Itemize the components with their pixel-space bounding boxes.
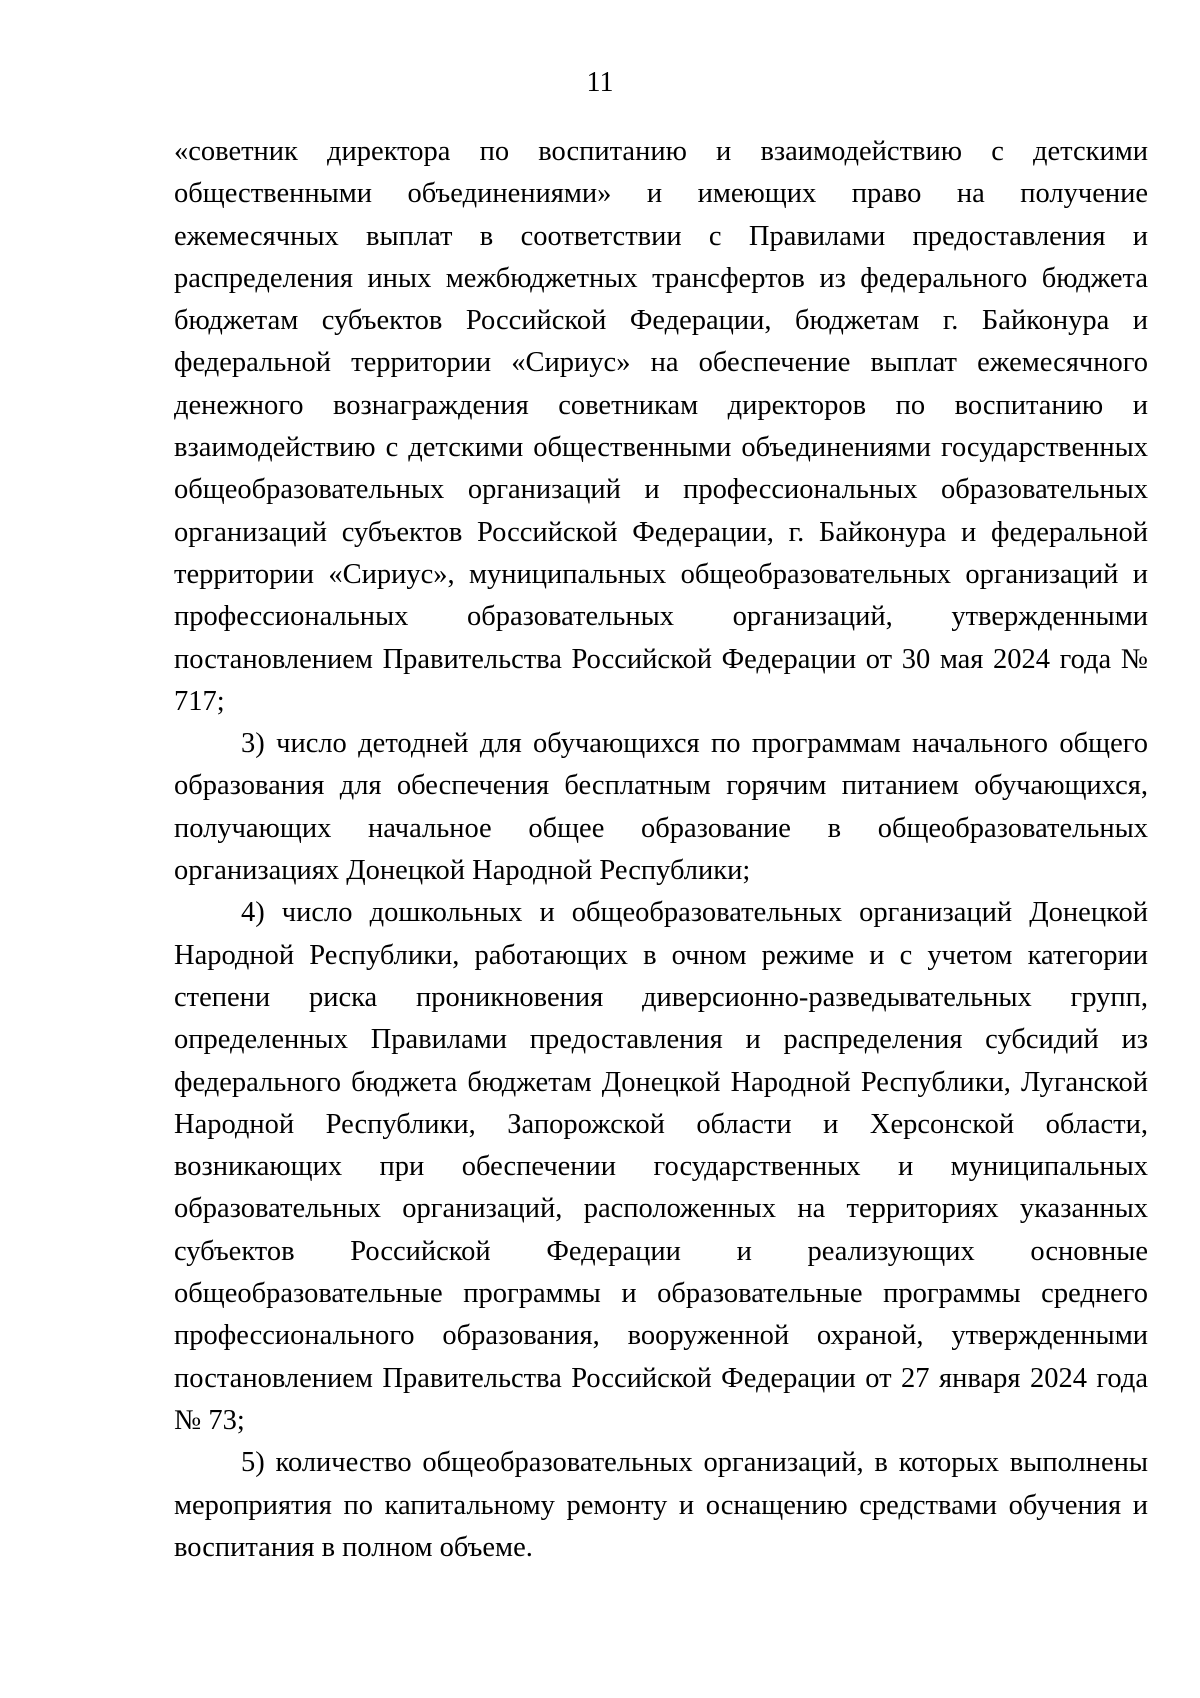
paragraph-item-5: 5) количество общеобразовательных организаций, в которых выполнены мероприятия по капитальному ремонту и оснащению средствами обучения и воспитания в полном объеме. <box>174 1447 1148 1563</box>
paragraph-item-4: 4) число дошкольных и общеобразовательных организаций Донецкой Народной Республики, работающих в очном режиме и с учетом категории степени риска проникновения диверсионно-разведывательных групп, определенных Правилами предоставления и распределения субсидий из федерального бюджета бюджетам Донецкой Народной Республики, Луганской Народной Республики, Запорожской области и Херсонской области, возникающих при обеспечении государственных и муниципальных образовательных организаций, расположенных на территориях указанных субъектов Российской Федерации и реализующих основные общеобразовательные программы и образовательные программы среднего профессионального образования, вооруженной охраной, утвержденными постановлением Правительства Российской Федерации от 27 января 2024 года № 73; <box>174 897 1148 1436</box>
page-number: 11 <box>586 67 614 98</box>
document-body <box>174 131 1148 1569</box>
paragraph-item-3: 3) число детодней для обучающихся по программам начального общего образования для обеспечения бесплатным горячим питанием обучающихся, получающих начальное общее образование в общеобразовательных организациях Донецкой Народной Республики; <box>174 728 1148 887</box>
paragraph-continuation: «советник директора по воспитанию и взаимодействию с детскими общественными объединениями» и имеющих право на получение ежемесячных выплат в соответствии с Правилами предоставления и распределения иных межбюджетных трансфертов из федерального бюджета бюджетам субъектов Российской Федерации, бюджетам г. Байконура и федеральной территории «Сириус» на обеспечение выплат ежемесячного денежного вознаграждения советникам директоров по воспитанию и взаимодействию с детскими общественными объединениями государственных общеобразовательных организаций и профессиональных образовательных организаций субъектов Российской Федерации, г. Байконура и федеральной территории «Сириус», муниципальных общеобразовательных организаций и профессиональных образовательных организаций, утвержденными постановлением Правительства Российской Федерации от 30 мая 2024 года № 717; <box>174 136 1148 717</box>
